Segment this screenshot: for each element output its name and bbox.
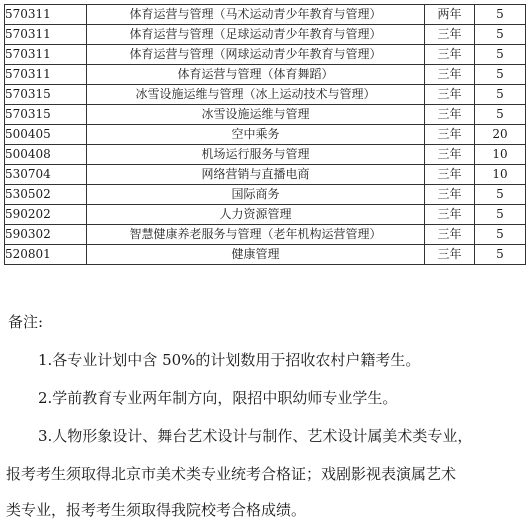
cell-major: 智慧健康养老服务与管理（老年机构运营管理） [87,225,425,245]
cell-code: 500408 [5,145,87,165]
cell-years: 三年 [425,205,475,225]
cell-code: 570315 [5,85,87,105]
cell-code: 570311 [5,45,87,65]
cell-major: 国际商务 [87,185,425,205]
cell-major: 空中乘务 [87,125,425,145]
cell-years: 三年 [425,105,475,125]
table-row [5,125,526,145]
cell-years: 三年 [425,145,475,165]
cell-major: 人力资源管理 [87,205,425,225]
cell-major: 体育运营与管理（网球运动青少年教育与管理） [87,45,425,65]
note-3-continued-2: 类专业，报考考生须取得我院校考合格成绩。 [6,501,307,519]
cell-years: 三年 [425,85,475,105]
table-row [5,165,526,185]
cell-count: 10 [475,145,526,165]
cell-code: 530704 [5,165,87,185]
table-row [5,85,526,105]
notes-title: 备注: [8,313,44,331]
table-row [5,225,526,245]
cell-code: 590302 [5,225,87,245]
cell-major: 网络营销与直播电商 [87,165,425,185]
table-row [5,245,526,265]
table-row [5,65,526,85]
cell-count: 5 [475,105,526,125]
cell-count: 5 [475,185,526,205]
cell-code: 520801 [5,245,87,265]
cell-years: 三年 [425,125,475,145]
cell-major: 冰雪设施运维与管理（冰上运动技术与管理） [87,85,425,105]
table-row [5,185,526,205]
cell-years: 两年 [425,5,475,25]
cell-years: 三年 [425,65,475,85]
enrollment-plan-table [4,4,526,265]
cell-code: 570315 [5,105,87,125]
cell-years: 三年 [425,25,475,45]
cell-code: 570311 [5,25,87,45]
cell-major: 冰雪设施运维与管理 [87,105,425,125]
note-2: 2.学前教育专业两年制方向，限招中职幼师专业学生。 [38,389,398,407]
cell-major: 体育运营与管理（马术运动青少年教育与管理） [87,5,425,25]
table-row [5,145,526,165]
table-row [5,45,526,65]
cell-count: 5 [475,245,526,265]
cell-count: 5 [475,25,526,45]
cell-count: 5 [475,65,526,85]
note-3-continued: 报考考生须取得北京市美术类专业统考合格证；戏剧影视表演属艺术 [6,465,457,483]
cell-major: 健康管理 [87,245,425,265]
cell-count: 5 [475,85,526,105]
table-body [5,5,526,265]
cell-years: 三年 [425,45,475,65]
table-row [5,205,526,225]
cell-major: 体育运营与管理（足球运动青少年教育与管理） [87,25,425,45]
cell-count: 5 [475,5,526,25]
cell-years: 三年 [425,225,475,245]
cell-years: 三年 [425,185,475,205]
cell-years: 三年 [425,165,475,185]
table-row [5,105,526,125]
cell-code: 530502 [5,185,87,205]
cell-count: 5 [475,45,526,65]
table-row [5,5,526,25]
table-row [5,25,526,45]
cell-count: 20 [475,125,526,145]
cell-major: 体育运营与管理（体育舞蹈） [87,65,425,85]
cell-code: 570311 [5,65,87,85]
note-3: 3.人物形象设计、舞台艺术设计与制作、艺术设计属美术类专业， [38,427,473,445]
cell-count: 5 [475,225,526,245]
cell-code: 590202 [5,205,87,225]
cell-years: 三年 [425,245,475,265]
cell-count: 5 [475,205,526,225]
note-1: 1.各专业计划中含 50%的计划数用于招收农村户籍考生。 [38,351,421,369]
cell-major: 机场运行服务与管理 [87,145,425,165]
cell-code: 500405 [5,125,87,145]
cell-count: 10 [475,165,526,185]
cell-code: 570311 [5,5,87,25]
